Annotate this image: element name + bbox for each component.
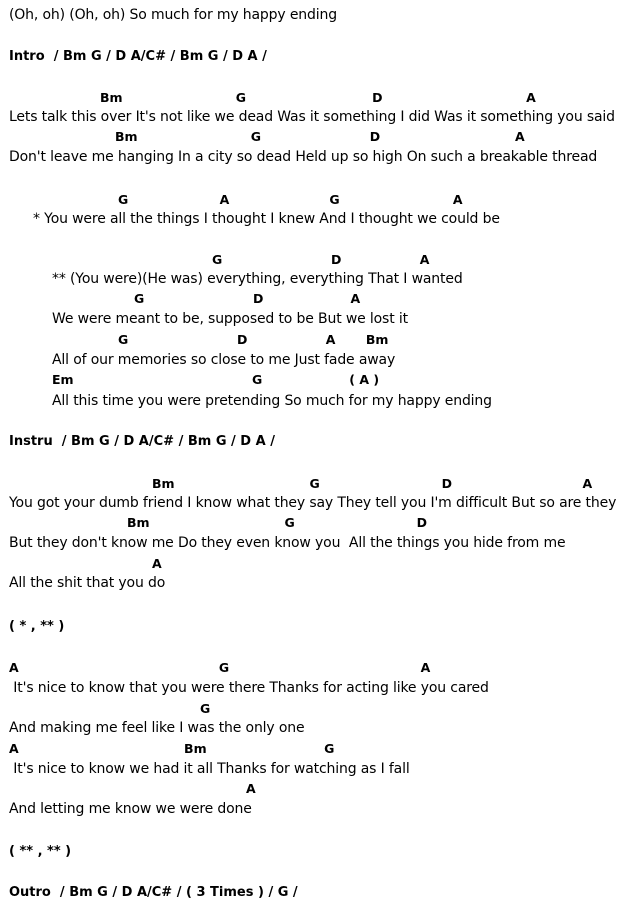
- chord-line: G D A Bm: [118, 332, 389, 347]
- lyric-line: It's nice to know we had it all Thanks for watching as I fall: [9, 761, 410, 777]
- section-outro: Outro / Bm G / D A/C# / ( 3 Times ) / G /: [9, 885, 298, 900]
- chord-line: Bm G D A: [152, 476, 593, 491]
- chord-line: A: [246, 781, 256, 796]
- lyric-line: * You were all the things I thought I knew And I thought we could be: [33, 211, 500, 227]
- lyric-line: All of our memories so close to me Just fade away: [52, 352, 396, 368]
- chord-line: A G A: [9, 660, 431, 675]
- lyric-line: All this time you were pretending So much for my happy ending: [52, 393, 492, 409]
- chord-line: Em G ( A ): [52, 372, 380, 387]
- lyric-line: ** (You were)(He was) everything, everything That I wanted: [52, 271, 463, 287]
- section-repeat: ( ** , ** ): [9, 844, 72, 859]
- section-repeat: ( * , ** ): [9, 619, 65, 634]
- lyric-line: (Oh, oh) (Oh, oh) So much for my happy ending: [9, 7, 337, 23]
- lyric-line: And letting me know we were done: [9, 801, 252, 817]
- chord-line: G D A: [212, 252, 430, 267]
- chord-line: Bm G D A: [115, 129, 525, 144]
- lyric-line: All the shit that you do: [9, 575, 166, 591]
- chord-line: Bm G D: [127, 515, 427, 530]
- section-intro: Intro / Bm G / D A/C# / Bm G / D A /: [9, 49, 267, 64]
- lyric-line: Don't leave me hanging In a city so dead Held up so high On such a breakable thread: [9, 149, 598, 165]
- lyric-line: You got your dumb friend I know what they say They tell you I'm difficult But so are they: [9, 495, 617, 511]
- section-instru: Instru / Bm G / D A/C# / Bm G / D A /: [9, 434, 275, 449]
- lyric-line: It's nice to know that you were there Thanks for acting like you cared: [9, 680, 489, 696]
- chord-line: A Bm G: [9, 741, 335, 756]
- lyric-line: And making me feel like I was the only one: [9, 720, 305, 736]
- chord-line: G A G A: [118, 192, 463, 207]
- chord-line: G D A: [134, 291, 361, 306]
- lyric-line: Lets talk this over It's not like we dead Was it something I did Was it something you said: [9, 109, 615, 125]
- chord-line: G: [200, 701, 211, 716]
- chord-line: Bm G D A: [100, 90, 536, 105]
- lyric-line: We were meant to be, supposed to be But we lost it: [52, 311, 408, 327]
- chord-line: A: [152, 556, 162, 571]
- lyric-line: But they don't know me Do they even know you All the things you hide from me: [9, 535, 566, 551]
